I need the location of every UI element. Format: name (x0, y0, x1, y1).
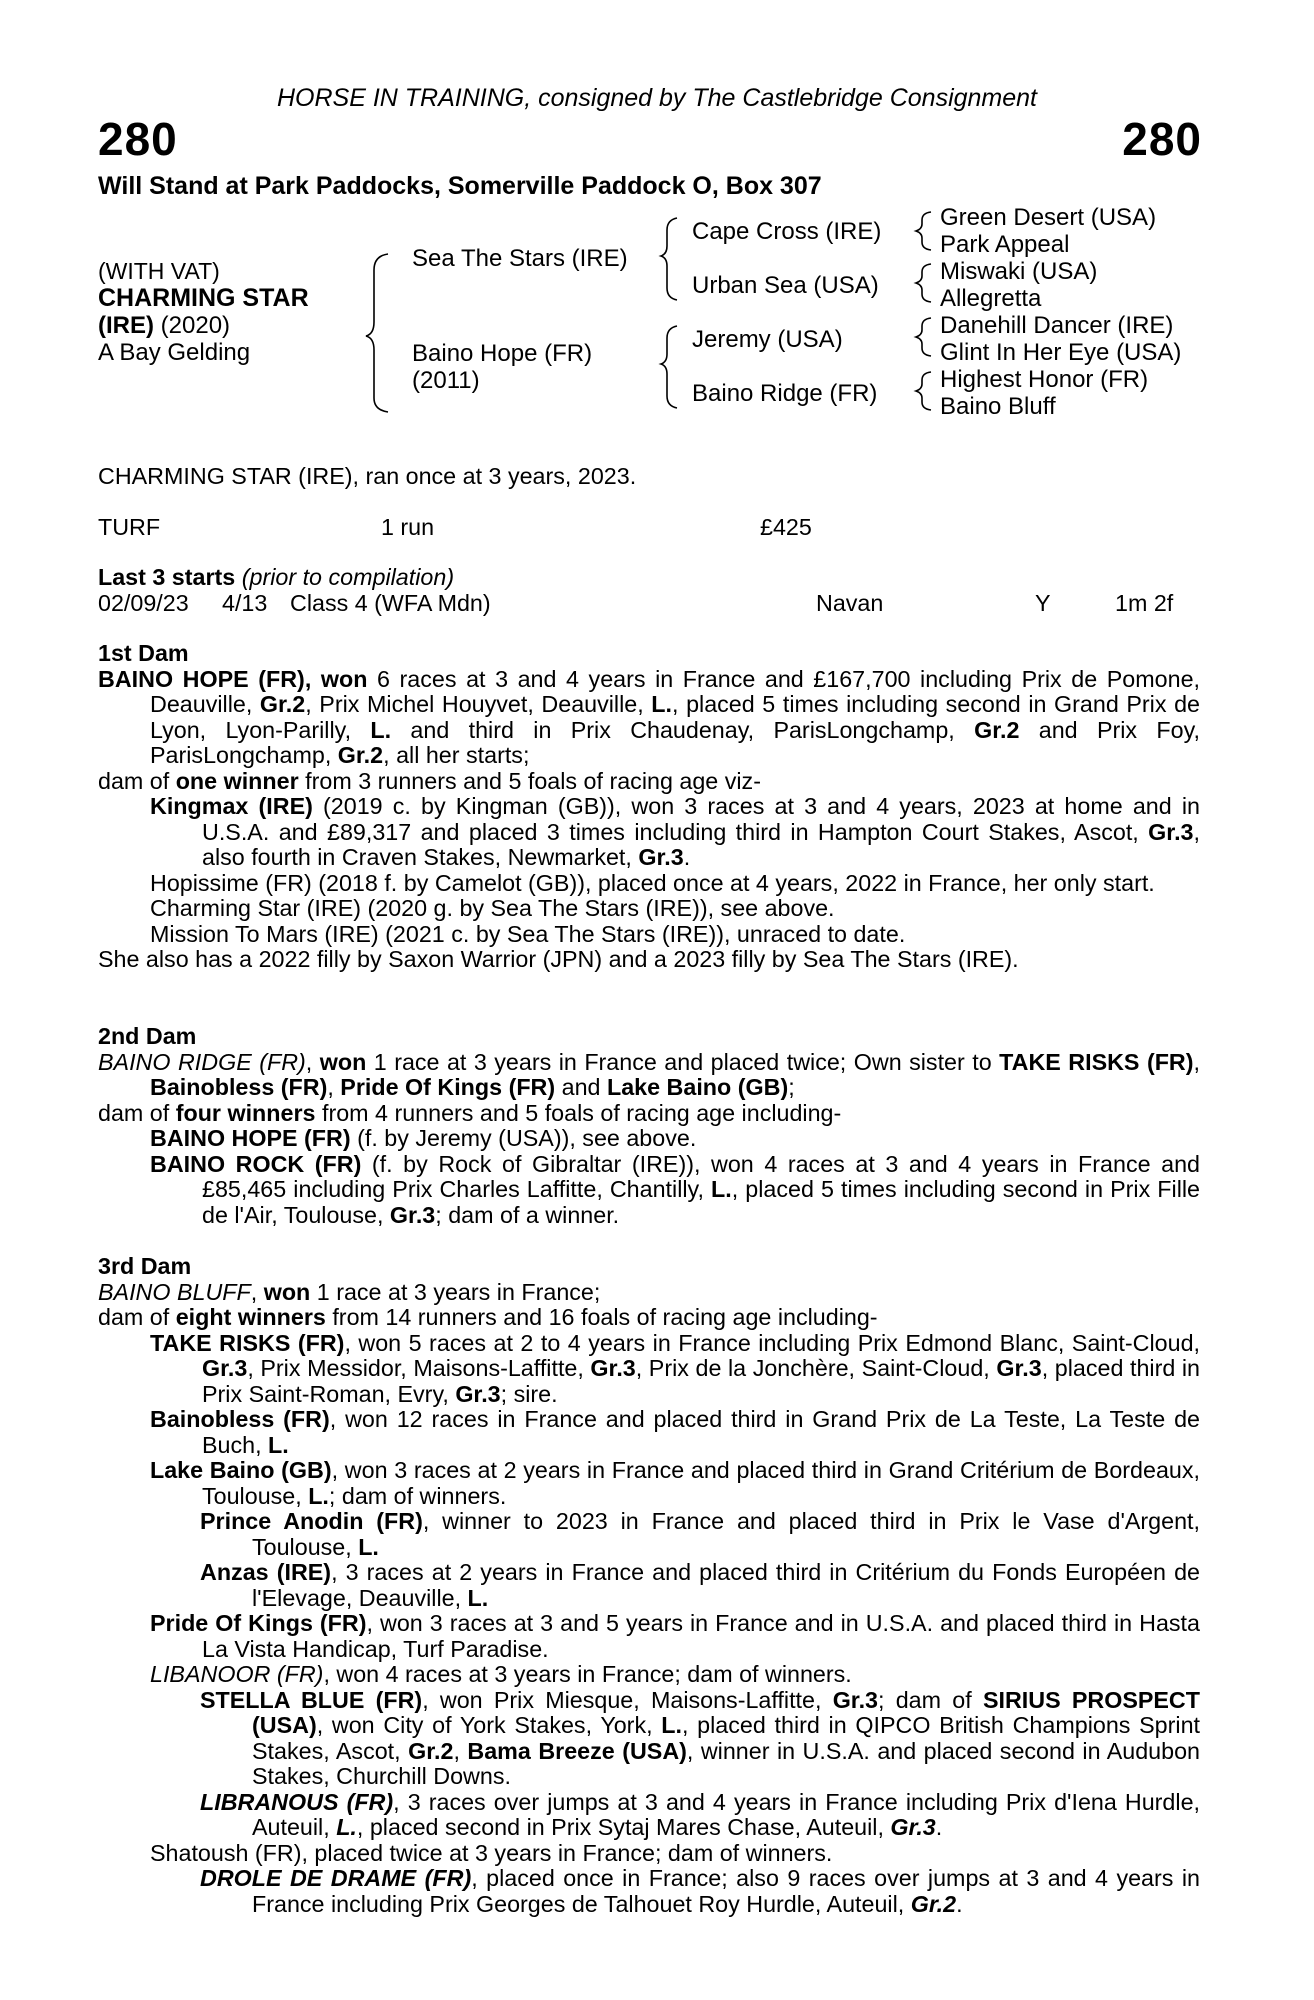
produce-anzas: Anzas (IRE), 3 races at 2 years in France and placed third in Critérium du Fonds Européen de l'Elevage, Deauville, L. (200, 1559, 1200, 1611)
pedigree-dss: Danehill Dancer (IRE) (940, 312, 1174, 339)
produce-hopissime: Hopissime (FR) (2018 f. by Camelot (GB)), placed once at 4 years, 2022 in France, her only start. (150, 869, 1155, 896)
produce-charming-star: Charming Star (IRE) (2020 g. by Sea The Stars (IRE)), see above. (150, 895, 835, 921)
pedigree-sss: Green Desert (USA) (940, 204, 1157, 231)
horse-country: (IRE) (98, 312, 154, 339)
third-dam-section (98, 1254, 1200, 1917)
third-dam-record: BAINO BLUFF, won 1 race at 3 years in France; (98, 1278, 601, 1305)
second-dam-produce-summary: dam of four winners from 4 runners and 5 foals of racing age including- (98, 1099, 842, 1126)
pedigree-dam-year: (2011) (412, 367, 480, 394)
pedigree-dam: Baino Hope (FR) (412, 340, 593, 367)
horse-description: A Bay Gelding (98, 339, 251, 366)
catalogue-header: HORSE IN TRAINING, consigned by The Castlebridge Consignment (276, 84, 1038, 112)
pedigree-sire-sire: Cape Cross (IRE) (692, 218, 882, 245)
second-dam-heading: 2nd Dam (98, 1023, 197, 1049)
third-dam-name: BAINO BLUFF (98, 1278, 251, 1305)
produce-mission-to-mars: Mission To Mars (IRE) (2021 c. by Sea The Stars (IRE)), unraced to date. (150, 920, 906, 947)
produce-baino-rock: BAINO ROCK (FR) (f. by Rock of Gibraltar (IRE)), won 4 races at 3 and 4 years in France and £85,465 including Prix Charles Laffitte, Chantilly, L., placed 5 times including second in Prix Fille de l'Air, Toulouse, Gr.3; dam of a winner. (150, 1150, 1201, 1228)
last-starts-note: (prior to compilation) (235, 564, 455, 590)
stand-location: Will Stand at Park Paddocks, Somerville Paddock O, Box 307 (98, 172, 822, 200)
horse-name: CHARMING STAR (98, 284, 309, 312)
start-going: Y (1035, 590, 1051, 616)
first-dam-section (98, 641, 1200, 973)
produce-drole-de-drame: DROLE DE DRAME (FR), placed once in France; also 9 races over jumps at 3 and 4 years in France including Prix Georges de Talhouet Roy Hurdle, Auteuil, Gr.2. (200, 1865, 1200, 1917)
last-starts-title: Last 3 starts (98, 564, 236, 590)
produce-libranous: LIBRANOUS (FR), 3 races over jumps at 3 and 4 years in France including Prix d'Iena Hurdle, Auteuil, L., placed second in Prix Sytaj Mares Chase, Auteuil, Gr.3. (200, 1788, 1200, 1840)
pedigree-sire: Sea The Stars (IRE) (412, 245, 628, 272)
second-dam-name: BAINO RIDGE (FR) (98, 1048, 306, 1075)
first-dam-heading: 1st Dam (98, 640, 189, 666)
produce-baino-hope: BAINO HOPE (FR) (f. by Jeremy (USA)), see above. (150, 1125, 697, 1151)
vat-note: (WITH VAT) (98, 258, 220, 284)
pedigree-sdd: Allegretta (940, 285, 1042, 312)
produce-prince-anodin: Prince Anodin (FR), winner to 2023 in France and placed third in Prix le Vase d'Argent, Toulouse, L. (200, 1508, 1201, 1560)
turf-earnings: £425 (760, 514, 812, 540)
turf-runs: 1 run (381, 514, 435, 540)
third-dam-heading: 3rd Dam (98, 1253, 192, 1279)
produce-take-risks: TAKE RISKS (FR), won 5 races at 2 to 4 years in France including Prix Edmond Blanc, Saint-Cloud, Gr.3, Prix Messidor, Maisons-Laffitte, Gr.3, Prix de la Jonchère, Saint-Cloud, Gr.3, placed third in Prix Saint-Roman, Evry, Gr.3; sire. (150, 1329, 1201, 1407)
race-summary: CHARMING STAR (IRE), ran once at 3 years, 2023. (98, 463, 637, 489)
start-position: 4/13 (222, 590, 268, 616)
produce-also-has: She also has a 2022 filly by Saxon Warrior (JPN) and a 2023 filly by Sea The Stars (IRE). (98, 946, 1019, 972)
second-dam-record: BAINO RIDGE (FR), won 1 race at 3 years in France and placed twice; Own sister to TAKE RISKS (FR), Bainobless (FR), Pride Of Kings (FR) and Lake Baino (GB); (98, 1048, 1200, 1100)
start-distance: 1m 2f (1115, 590, 1174, 616)
pedigree-ssd: Park Appeal (940, 231, 1070, 258)
first-dam-record: BAINO HOPE (FR), won 6 races at 3 and 4 years in France and £167,700 including Prix de Pomone, Deauville, Gr.2, Prix Michel Houyvet, Deauville, L., placed 5 times including second in Grand Prix de Lyon, Lyon-Parilly, L. and third in Prix Chaudenay, ParisLongchamp, Gr.2 and Prix Foy, ParisLongchamp, Gr.2, all her starts; (98, 665, 1200, 768)
lot-number-left: 280 (98, 113, 178, 165)
pedigree-ddd: Baino Bluff (940, 393, 1056, 420)
first-dam-name: BAINO HOPE (FR) (98, 665, 305, 692)
third-dam-produce-summary: dam of eight winners from 14 runners and 16 foals of racing age including- (98, 1304, 878, 1330)
start-date: 02/09/23 (98, 590, 189, 616)
produce-shatoush: Shatoush (FR), placed twice at 3 years in France; dam of winners. (150, 1839, 833, 1866)
lot-number-right: 280 (1122, 113, 1202, 165)
produce-pride-of-kings: Pride Of Kings (FR), won 3 races at 3 and 5 years in France and in U.S.A. and placed third in Hasta La Vista Handicap, Turf Paradise. (150, 1610, 1200, 1662)
produce-stella-blue: STELLA BLUE (FR), won Prix Miesque, Maisons-Laffitte, Gr.3; dam of SIRIUS PROSPECT (USA), won City of York Stakes, York, L., placed third in QIPCO British Champions Sprint Stakes, Ascot, Gr.2, Bama Breeze (USA), winner in U.S.A. and placed second in Audubon Stakes, Churchill Downs. (200, 1686, 1200, 1789)
second-dam-section (98, 1024, 1200, 1228)
start-course: Navan (816, 590, 884, 616)
pedigree-dds: Highest Honor (FR) (940, 366, 1149, 393)
produce-kingmax: Kingmax (IRE) (2019 c. by Kingman (GB)), won 3 races at 3 and 4 years, 2023 at home and in U.S.A. and £89,317 and placed 3 times including third in Hampton Court Stakes, Ascot, Gr.3, also fourth in Craven Stakes, Newmarket, Gr.3. (150, 793, 1200, 870)
pedigree-dam-dam: Baino Ridge (FR) (692, 380, 878, 407)
produce-libanoor: LIBANOOR (FR), won 4 races at 3 years in France; dam of winners. (150, 1661, 852, 1687)
start-race: Class 4 (WFA Mdn) (290, 590, 491, 616)
produce-lake-baino: Lake Baino (GB), won 3 races at 2 years in France and placed third in Grand Critérium de Bordeaux, Toulouse, L.; dam of winners. (150, 1457, 1200, 1509)
first-dam-produce-summary: dam of one winner from 3 runners and 5 foals of racing age viz- (98, 767, 761, 794)
pedigree-dam-sire: Jeremy (USA) (692, 326, 843, 353)
turf-label: TURF (98, 514, 161, 540)
pedigree-sds: Miswaki (USA) (940, 258, 1098, 285)
last-starts-heading (98, 564, 454, 591)
horse-year: (2020) (154, 312, 231, 339)
pedigree-dsd: Glint In Her Eye (USA) (940, 339, 1182, 366)
produce-bainobless: Bainobless (FR), won 12 races in France and placed third in Grand Prix de La Teste, La Teste de Buch, L. (150, 1406, 1200, 1458)
pedigree-sire-dam: Urban Sea (USA) (692, 272, 879, 299)
